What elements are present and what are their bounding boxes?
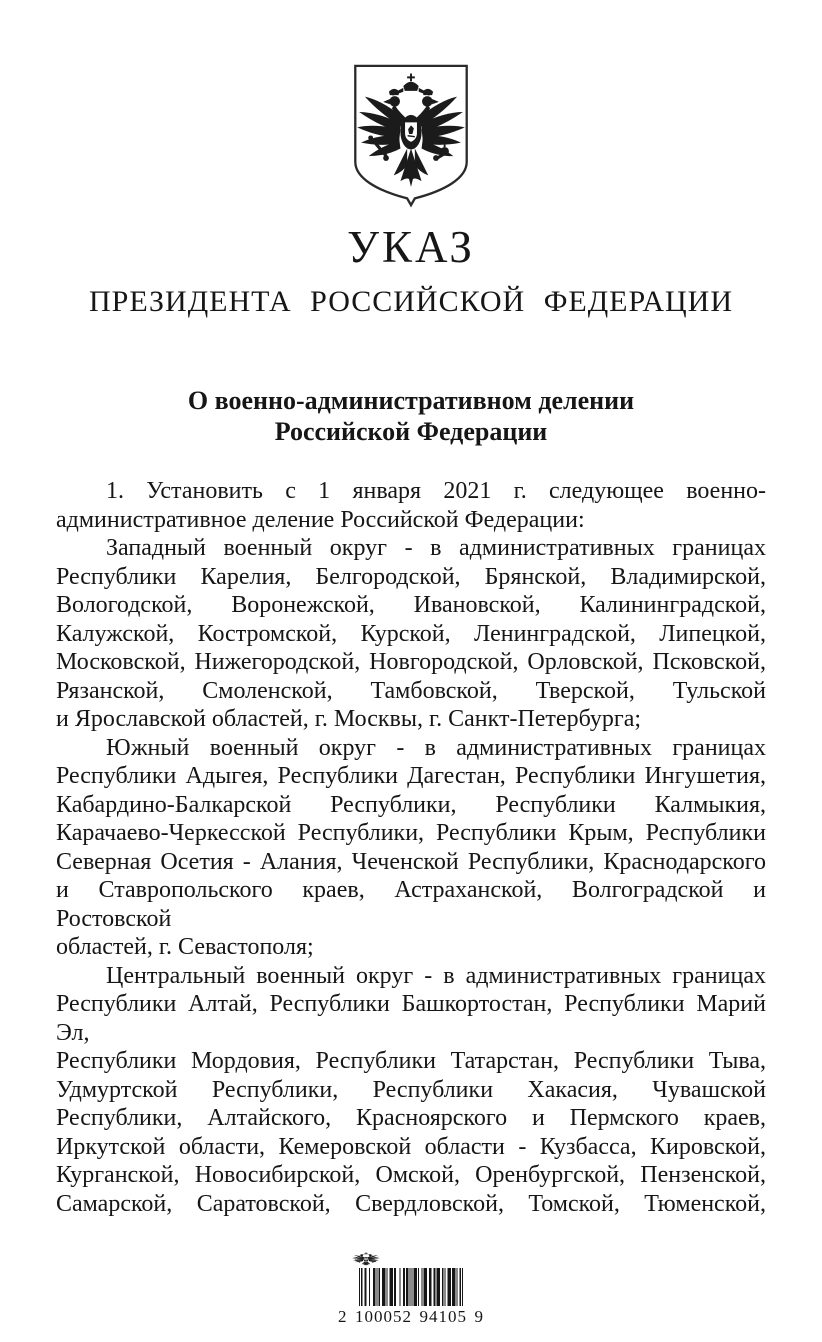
subject-line-1: О военно-административном делении	[187, 386, 635, 415]
body-line: областей, г. Севастополя;	[56, 934, 314, 960]
body-line: Южный военный округ - в административных границах	[106, 734, 766, 761]
decree-type-title: УКАЗ	[347, 222, 475, 272]
body-line: Курганской, Новосибирской, Омской, Оренбургской, Пензенской,	[56, 1162, 766, 1188]
body-line: Калужской, Костромской, Курской, Ленинградской, Липецкой,	[56, 620, 766, 647]
body-line: и Ярославской областей, г. Москвы, г. Санкт-Петербурга;	[56, 706, 642, 732]
body-line: Республики, Алтайского, Красноярского и Пермского краев,	[56, 1105, 766, 1131]
body-line: Центральный военный округ - в административных границах	[106, 962, 766, 989]
body-line: Западный военный округ - в административных границах	[106, 535, 766, 561]
barcode-group-2: 100052	[355, 1307, 412, 1326]
body-line: Самарской, Саратовской, Свердловской, Томской, Тюменской,	[56, 1190, 766, 1217]
coat-of-arms-icon	[350, 62, 472, 208]
body-line: Кабардино-Балкарской Республики, Республики Калмыкия,	[56, 791, 766, 818]
body-line: Рязанской, Смоленской, Тамбовской, Тверской, Тульской	[56, 677, 766, 704]
ean13-barcode	[359, 1268, 463, 1306]
decree-page	[0, 62, 822, 1342]
body-line: Вологодской, Воронежской, Ивановской, Калининградской,	[56, 592, 766, 618]
subject-line-2: Российской Федерации	[274, 417, 548, 446]
body-line: Республики Адыгея, Республики Дагестан, Республики Ингушетия,	[56, 763, 766, 789]
decree-subject-heading	[40, 385, 782, 447]
barcode-group-3: 94105	[419, 1307, 467, 1326]
barcode-number	[338, 1307, 484, 1327]
body-line: Республики Алтай, Республики Башкортостан, Республики Марий Эл,	[56, 991, 766, 1046]
body-line: Республики Карелия, Белгородской, Брянской, Владимирской,	[56, 563, 766, 590]
body-line: Республики Мордовия, Республики Татарстан, Республики Тыва,	[56, 1048, 766, 1074]
decree-issuer-line: ПРЕЗИДЕНТА РОССИЙСКОЙ ФЕДЕРАЦИИ	[88, 285, 734, 318]
body-line: Удмуртской Республики, Республики Хакасия, Чувашской	[56, 1076, 766, 1103]
body-line: Карачаево-Черкесской Республики, Республики Крым, Республики	[56, 820, 766, 846]
body-line: Московской, Нижегородской, Новгородской, Орловской, Псковской,	[56, 649, 766, 675]
body-line: и Ставропольского краев, Астраханской, Волгоградской и Ростовской	[56, 877, 766, 932]
decree-body	[56, 477, 766, 1218]
body-line: Северная Осетия - Алания, Чеченской Республики, Краснодарского	[56, 848, 766, 875]
barcode-group-4: 9	[474, 1307, 484, 1326]
mini-emblem-icon	[352, 1252, 380, 1266]
body-line: 1. Установить с 1 января 2021 г. следующее военно-	[106, 478, 766, 504]
body-line: административное деление Российской Федерации:	[56, 506, 585, 533]
body-line: Иркутской области, Кемеровской области - Кузбасса, Кировской,	[56, 1133, 766, 1160]
barcode-block	[336, 1252, 486, 1327]
barcode-group-1: 2	[338, 1307, 348, 1326]
